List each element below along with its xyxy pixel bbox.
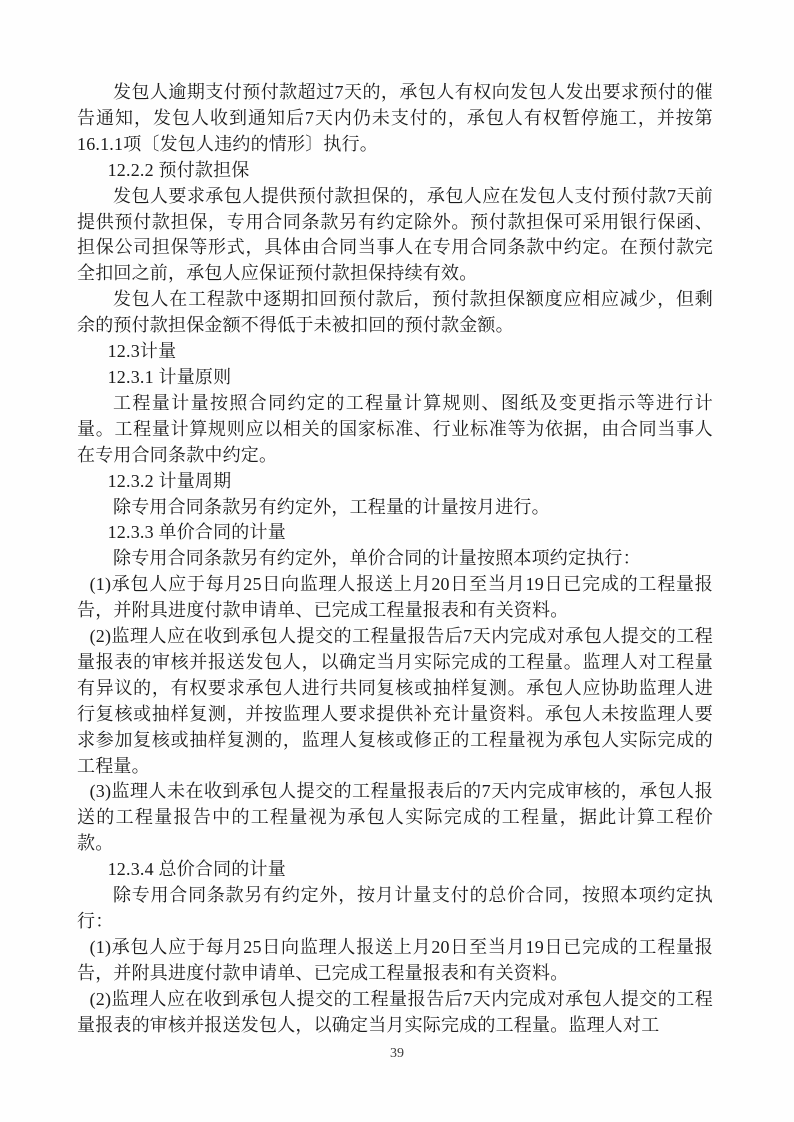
page-number: 39 (390, 1046, 404, 1061)
section-heading: 12.3计量 (107, 341, 177, 362)
numbered-item: (2)监理人应在收到承包人提交的工程量报告后7天内完成对承包人提交的工程量报表的审核并报送发包人，以确定当月实际完成的工程量。监理人对工程量有异议的，有权要求承包人进行共同复核或抽样复测。承包人应协助监理人进行复核或抽样复测，并按监理人要求提供补充计量资料。承包人未按监理人要求参加复核或抽样复测的，监理人复核或修正的工程量视为承包人实际完成的工程量。 (77, 626, 713, 776)
paragraph: 除专用合同条款另有约定外，工程量的计量按月进行。 (113, 496, 550, 517)
section-heading: 12.3.3 单价合同的计量 (107, 522, 286, 543)
section-heading: 12.2.2 预付款担保 (107, 159, 250, 180)
paragraph: 除专用合同条款另有约定外，按月计量支付的总价合同，按照本项约定执行： (77, 885, 713, 931)
paragraph: 发包人逾期支付预付款超过7天的，承包人有权向发包人发出要求预付的催告通知，发包人收到通知后7天内仍未支付的，承包人有权暂停施工，并按第16.1.1项〔发包人违约的情形〕执行。 (77, 82, 713, 154)
paragraph: 除专用合同条款另有约定外，单价合同的计量按照本项约定执行： (113, 548, 641, 569)
paragraph: 工程量计量按照合同约定的工程量计算规则、图纸及变更指示等进行计量。工程量计算规则应以相关的国家标准、行业标准等为依据，由合同当事人在专用合同条款中约定。 (77, 392, 713, 465)
numbered-item: (1)承包人应于每月25日向监理人报送上月20日至当月19日已完成的工程量报告，并附具进度付款申请单、已完成工程量报表和有关资料。 (77, 574, 713, 621)
paragraph: 发包人在工程款中逐期扣回预付款后，预付款担保额度应相应减少，但剩余的预付款担保金额不得低于未被扣回的预付款金额。 (77, 289, 713, 336)
numbered-item: (1)承包人应于每月25日向监理人报送上月20日至当月19日已完成的工程量报告，并附具进度付款申请单、已完成工程量报表和有关资料。 (77, 936, 713, 983)
section-heading: 12.3.2 计量周期 (107, 470, 232, 491)
section-heading: 12.3.1 计量原则 (107, 366, 232, 387)
numbered-item: (3)监理人未在收到承包人提交的工程量报表后的7天内完成审核的，承包人报送的工程量报告中的工程量视为承包人实际完成的工程量，据此计算工程价款。 (77, 781, 713, 854)
numbered-item: (2)监理人应在收到承包人提交的工程量报告后7天内完成对承包人提交的工程量报表的审核并报送发包人，以确定当月实际完成的工程量。监理人对工 (77, 988, 713, 1035)
section-heading: 12.3.4 总价合同的计量 (107, 859, 286, 880)
paragraph: 发包人要求承包人提供预付款担保的，承包人应在发包人支付预付款7天前提供预付款担保，专用合同条款另有约定除外。预付款担保可采用银行保函、担保公司担保等形式，具体由合同当事人在专用合同条款中约定。在预付款完全扣回之前，承包人应保证预付款担保持续有效。 (77, 185, 713, 284)
contract-text-block (77, 80, 713, 1039)
